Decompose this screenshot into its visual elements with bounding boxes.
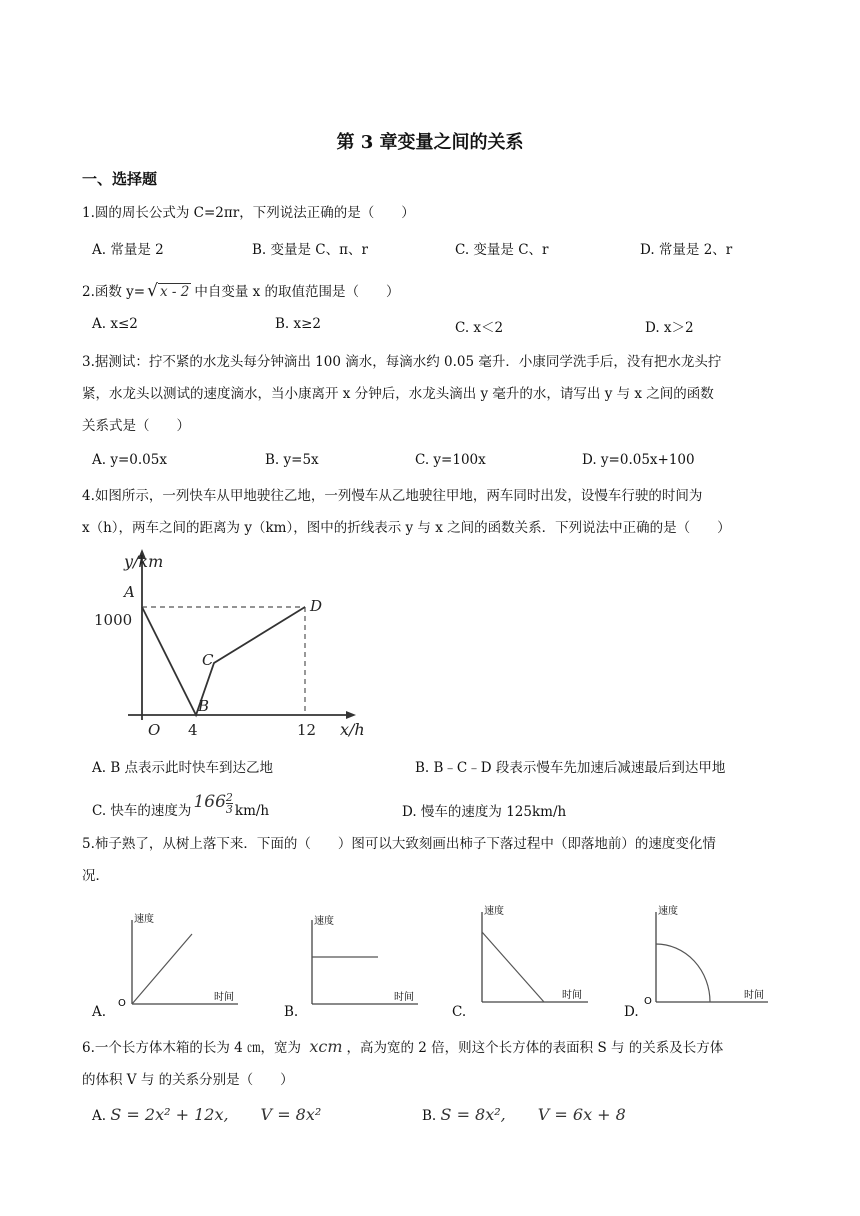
y-axis-label: y/km xyxy=(124,552,164,571)
q4-distance-graph xyxy=(90,545,390,745)
question-1-stem: 1.圆的周长公式为 C=2πr，下列说法正确的是（ ） xyxy=(82,205,415,221)
sqrt-expression xyxy=(147,278,191,305)
q4-option-a[interactable]: A. B 点表示此时快车到达乙地 xyxy=(92,760,274,776)
q5-option-d-label[interactable]: D. xyxy=(624,1004,639,1020)
q3-option-b[interactable]: B. y=5x xyxy=(265,452,319,468)
q2-stem-prefix: 2.函数 y= xyxy=(82,284,146,300)
question-6-line-1 xyxy=(82,1036,723,1056)
q4-option-d[interactable]: D. 慢车的速度为 125km/h xyxy=(402,804,567,820)
q2-option-b[interactable]: B. x≥2 xyxy=(275,316,322,332)
time-label: 时间 xyxy=(562,990,582,1001)
time-label: 时间 xyxy=(744,990,764,1001)
q4-option-c[interactable] xyxy=(92,792,269,822)
question-1-options xyxy=(0,238,860,258)
fraction-part xyxy=(226,792,233,815)
origin-label: O xyxy=(148,721,161,739)
q2-option-a[interactable]: A. x≤2 xyxy=(92,316,138,332)
q2-option-d[interactable]: D. x＞2 xyxy=(645,320,694,336)
time-label: 时间 xyxy=(214,992,234,1003)
fraction-whole: 166 xyxy=(193,792,226,812)
sqrt-symbol: √ xyxy=(147,281,158,301)
speed-label: 速度 xyxy=(314,916,334,927)
q1-option-d[interactable]: D. 常量是 2、r xyxy=(640,242,733,258)
q5-graph-a[interactable] xyxy=(110,912,245,1012)
y-tick-1000: 1000 xyxy=(94,611,133,629)
fraction-denominator: 3 xyxy=(225,803,233,816)
q3-option-c[interactable]: C. y=100x xyxy=(415,452,486,468)
q4-option-c-unit: km/h xyxy=(234,803,270,819)
page-title: 第 3 章变量之间的关系 xyxy=(336,132,524,153)
section-heading: 一、选择题 xyxy=(82,170,158,188)
q4-option-b[interactable]: B. B﹣C﹣D 段表示慢车先加速后减速最后到达甲地 xyxy=(415,760,726,776)
q3-option-a[interactable]: A. y=0.05x xyxy=(92,452,167,468)
speed-line xyxy=(482,932,544,1002)
q2-option-c[interactable]: C. x＜2 xyxy=(455,320,504,336)
sqrt-radicand: x - 2 xyxy=(159,284,190,300)
q5-option-c-label[interactable]: C. xyxy=(452,1004,467,1020)
x-axis-label: x/h xyxy=(340,720,365,739)
q6-option-a[interactable] xyxy=(92,1102,321,1125)
x-axis-arrow-icon xyxy=(346,711,356,719)
x-tick-4: 4 xyxy=(188,721,198,739)
mixed-fraction xyxy=(193,792,232,815)
x-tick-12: 12 xyxy=(297,721,317,739)
question-3-line-2: 紧，水龙头以测试的速度滴水，当小康离开 x 分钟后，水龙头滴出 y 毫升的水，请写出 y 与 x 之间的函数 xyxy=(82,386,714,402)
q1-option-b[interactable]: B. 变量是 C、π、r xyxy=(252,242,368,258)
distance-polyline xyxy=(142,607,305,715)
q6-option-b-label: B. xyxy=(422,1108,437,1124)
q5-option-b-label[interactable]: B. xyxy=(284,1004,299,1020)
q6-option-b[interactable] xyxy=(422,1102,626,1125)
speed-label: 速度 xyxy=(484,906,504,917)
question-2-options xyxy=(0,316,860,336)
origin-label: O xyxy=(644,996,652,1007)
q6-option-b-formula: S = 8x², V = 6x + 8 xyxy=(440,1105,626,1124)
q6-width-variable: xcm xyxy=(309,1037,343,1056)
speed-curve xyxy=(656,944,710,1002)
q5-option-a-label[interactable]: A. xyxy=(92,1004,107,1020)
q2-stem-suffix: 中自变量 x 的取值范围是（ ） xyxy=(194,284,400,300)
question-5-line-1: 5.柿子熟了，从树上落下来．下面的（ ）图可以大致刻画出柿子下落过程中（即落地前）的速度变化情 xyxy=(82,836,716,852)
q3-option-d[interactable]: D. y=0.05x+100 xyxy=(582,452,695,468)
q6-option-a-formula: S = 2x² + 12x, V = 8x² xyxy=(110,1105,322,1124)
question-4-line-2: x（h），两车之间的距离为 y（km），图中的折线表示 y 与 x 之间的函数关系．下列说法中正确的是（ ） xyxy=(82,520,731,536)
q6-line-1-part-b: ，高为宽的 2 倍，则这个长方体的表面积 S 与 的关系及长方体 xyxy=(346,1040,724,1056)
q4-option-c-prefix: C. 快车的速度为 xyxy=(92,803,192,819)
point-a-label: A xyxy=(124,583,135,601)
q6-option-a-label: A. xyxy=(92,1108,107,1124)
point-b-label: B xyxy=(198,697,210,715)
q6-line-1-part-a: 6.一个长方体木箱的长为 4 ㎝，宽为 xyxy=(82,1040,302,1056)
q1-option-a[interactable]: A. 常量是 2 xyxy=(92,242,164,258)
question-6-line-2: 的体积 V 与 的关系分别是（ ） xyxy=(82,1072,294,1088)
question-3-line-3: 关系式是（ ） xyxy=(82,418,190,434)
q1-option-c[interactable]: C. 变量是 C、r xyxy=(455,242,549,258)
q5-graph-b[interactable] xyxy=(290,912,425,1012)
question-4-line-1: 4.如图所示，一列快车从甲地驶往乙地，一列慢车从乙地驶往甲地，两车同时出发，设慢车行驶的时间为 xyxy=(82,488,703,504)
point-d-label: D xyxy=(310,597,323,615)
q5-graph-c[interactable] xyxy=(462,904,597,1012)
question-2-stem xyxy=(82,278,400,305)
speed-label: 速度 xyxy=(658,906,678,917)
time-label: 时间 xyxy=(394,992,414,1003)
fraction-numerator: 2 xyxy=(225,791,233,804)
origin-label: O xyxy=(118,998,126,1009)
question-5-line-2: 况． xyxy=(82,868,109,884)
q5-graph-d[interactable] xyxy=(640,904,780,1012)
point-c-label: C xyxy=(202,651,214,669)
question-3-line-1: 3.据测试：拧不紧的水龙头每分钟滴出 100 滴水，每滴水约 0.05 毫升．小康同学洗手后，没有把水龙头拧 xyxy=(82,354,722,370)
speed-line xyxy=(132,934,192,1004)
question-3-options xyxy=(0,452,860,472)
speed-label: 速度 xyxy=(134,914,154,925)
